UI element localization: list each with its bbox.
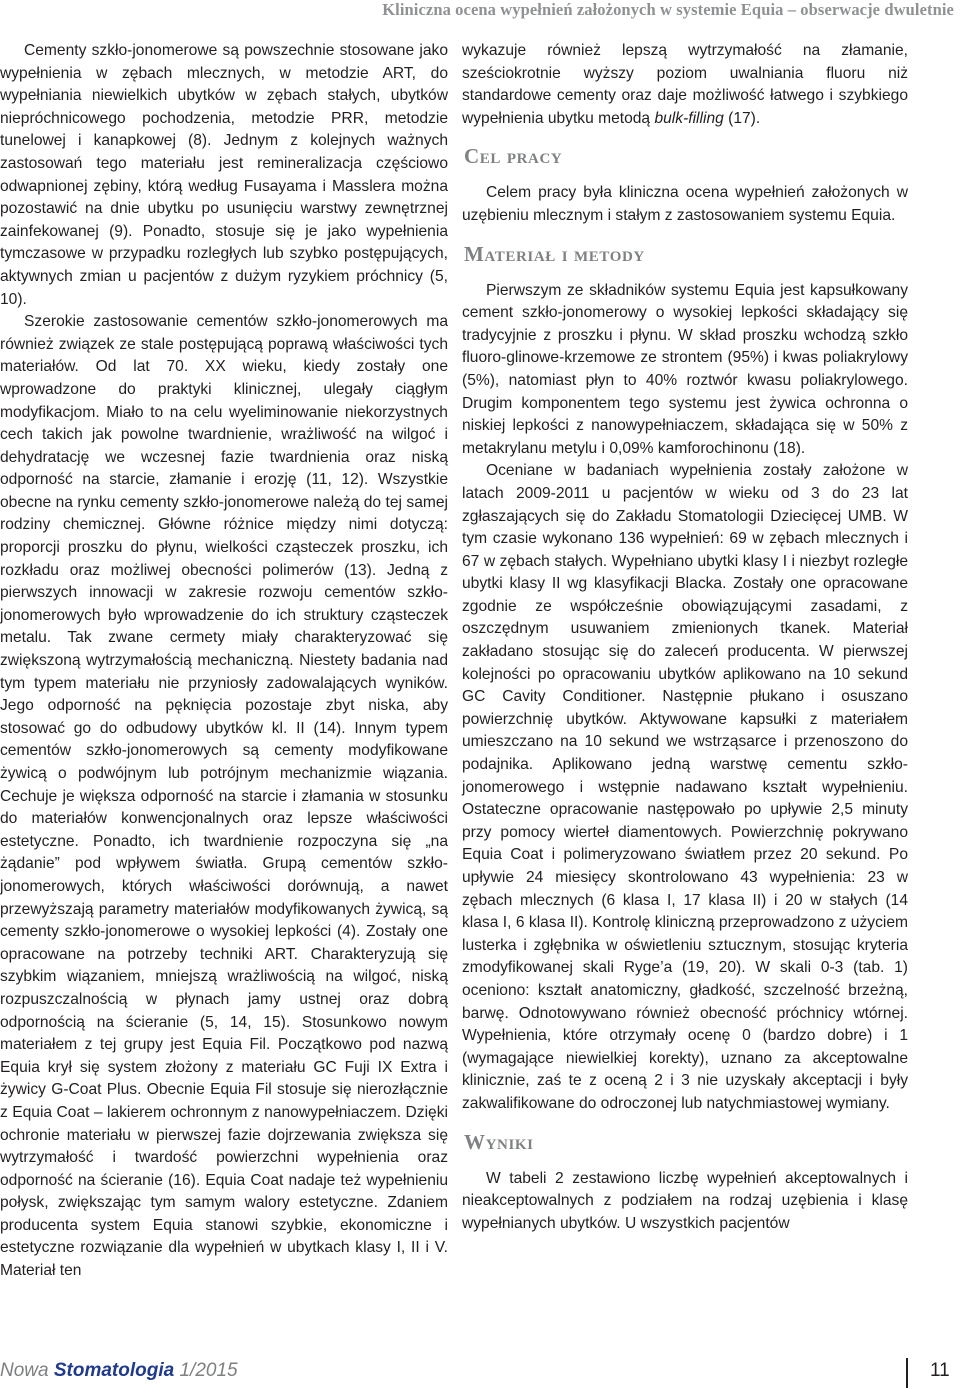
continued-text: wykazuje również lepszą wytrzymałość na złamanie, sześciokrotnie wyższy poziom uwalniania fluoru niż standardowe cementy oraz daje możliwość łatwego i szybkiego wypełnienia ubytku metodą (462, 42, 908, 127)
journal-prefix: Nowa (0, 1360, 54, 1381)
body-paragraph: Celem pracy była kliniczna ocena wypełnień założonych w uzębieniu mlecznym i stałym z zastosowaniem systemu Equia. (462, 184, 908, 224)
page-footer (0, 1358, 960, 1386)
body-paragraph: Pierwszym ze składników systemu Equia jest kapsułkowany cement szkło-jonomerowy o wysokiej lepkości składający się tradycyjnie z proszku i płynu. W skład proszku wchodzą szkło fluoro-glinowe-krzemowe ze strontem (95%) i kwas poliakrylowy (5%), natomiast płyn to 40% roztwór kwasu poliakrylowego. Drugim komponentem tego systemu jest żywica ochronna o niskiej lepkości z nanowypełniaczem, składająca się w 50% z metakrylanu metylu i 0,09% kamforochinonu (18). (462, 281, 908, 457)
body-paragraph: Oceniane w badaniach wypełnienia zostały założone w latach 2009-2011 u pacjentów w wieku od 3 do 23 lat zgłaszających się do Zakładu Stomatologii Dziecięcej UMB. W tym czasie wykonano 136 wypełnień: 69 w zębach mlecznych i 67 w zębach stałych. Wypełniano ubytki klasy I i niezbyt rozległe ubytki klasy II wg klasyfikacji Blacka. Zostały one opracowane zgodnie ze współcześnie obowiązującymi zasadami, z oszczędnym usuwaniem zmienionych tkanek. Materiał zakładano stosując się do zaleceń producenta. W pierwszej kolejności po opracowaniu ubytków aplikowano na 10 sekund GC Cavity Conditioner. Następnie płukano i osuszano powierzchnię ubytków. Aktywowane kapsułki z materiałem umieszczano na 10 sekund we wstrząsarce i przenoszono do podajnika. Aplikowano jedną warstwę cementu szkło-jonomerowego i wstępnie nadawano kształt wypełnieniu. Ostateczne opracowanie następowało po upływie 2,5 minuty przy pomocy wierteł diamentowych. Powierzchnię pokrywano Equia Coat i polimeryzowano światłem przez 20 sekund. Po upływie 24 miesięcy skontrolowano 43 wypełnienia: 23 w zębach mlecznych (6 klasa I, 17 klasa II) i 20 w stałych (14 klasa I, 6 klasa II). Kontrolę kliniczną przeprowadzono z użyciem lusterka i zgłębnika w oświetleniu sztucznym, stosując kryteria zmodyfikowanej skali Ryge’a (19, 20). W skali 0-3 (tab. 1) oceniono: kształt anatomiczny, gładkość, szczelność brzeżną, barwę. Odnotowywano również obecność próchnicy wtórnej. Wypełnienia, które otrzymały ocenę 0 (bardzo dobre) i 1 (wymagające niewielkiej korekty), uznano za akceptowalne klinicznie, zaś te z oceną 2 i 3 nie uzyskały akceptacji i były zakwalifikowane do odroczonej lub natychmiastowej wymiany. (462, 462, 908, 1112)
running-header: Kliniczna ocena wypełnień założonych w systemie Equia – obserwacje dwuletnie (382, 0, 954, 19)
body-paragraph: Szerokie zastosowanie cementów szkło-jonomerowych ma również związek ze stale postępującą poprawą właściwości tych materiałów. Od lat 70. XX wieku, kiedy zostały one wprowadzone do praktyki klinicznej, ulegały ciągłym modyfikacjom. Miało to na celu wyeliminowanie niekorzystnych cech takich jak powolne twardnienie, wrażliwość na wilgoć i dehydratację we wczesnej fazie twardnienia oraz niską odporność na starcie, złamanie i erozję (11, 12). Wszystkie obecne na rynku cementy szkło-jonomerowe należą do tej samej rodziny chemicznej. Główne różnice między nimi dotyczą: proporcji proszku do płynu, wielkości cząsteczek proszku, ich rozkładu oraz możliwej obecności polimerów (13). Jedną z pierwszych innowacji w zakresie rozwoju cementów szkło-jonomerowych było wprowadzenie do ich struktury cząsteczek metalu. Tak zwane cermety miały charakteryzować się zwiększoną wytrzymałością mechaniczną. Niestety badania nad tym typem materiału nie przyniosły zadowalających wyników. Jego odporność na pęknięcia pozostaje zbyt niska, aby stosować go do odbudowy ubytków kl. II (14). Innym typem cementów szkło-jonomerowych są cementy modyfikowane żywicą o podwójnym lub potrójnym mechanizmie wiązania. Cechuje je większa odporność na starcie i złamania w stosunku do materiałów konwencjonalnych oraz lepsze właściwości estetyczne. Ponadto, ich twardnienie rozpoczyna się „na żądanie” pod wpływem światła. Grupą cementów szkło-jonomerowych, których właściwości dorównują, a nawet przewyższają parametry materiałów modyfikowanych żywicą, są cementy szkło-jonomerowe o wysokiej lepkości (4). Zostały one opracowane na potrzeby techniki ART. Charakteryzują się szybkim wiązaniem, mniejszą wrażliwością na wilgoć, niską rozpuszczalnością w płynach jamy ustnej oraz dobrą odpornością na ścieranie (5, 14, 15). Stosunkowo nowym materiałem z tej grupy jest Equia Fil. Początkowo pod nazwą Equia krył się system złożony z materiału GC Fuji IX Extra i żywicy G-Coat Plus. Obecnie Equia Fil stosuje się nierozłącznie z Equia Coat – lakierem ochronnym z nanowypełniaczem. Dzięki ochronie materiału w pierwszej fazie dojrzewania zwiększa się wytrzymałość i twardość powierzchni wypełnienia oraz odporność na ścieranie (16). Equia Coat nadaje też wypełnieniu połysk, zwiększając tym samym walory estetyczne. Zdaniem producenta system Equia stanowi szybkie, ekonomiczne i estetyczne rozwiązanie dla wypełnień w ubytkach klasy I, II i V. Materiał ten (0, 313, 448, 1280)
journal-title (0, 1358, 238, 1384)
section-heading-aim: Cel pracy (464, 144, 563, 169)
journal-issue: 1/2015 (174, 1360, 238, 1381)
bulk-filling-term: bulk-filling (654, 109, 724, 127)
journal-name: Stomatologia (53, 1360, 175, 1381)
section-heading-results: Wyniki (464, 1129, 534, 1154)
body-paragraph: W tabeli 2 zestawiono liczbę wypełnień akceptowalnych i nieakceptowalnych z podziałem na rodzaj uzębienia i klasę wypełnianych ubytków. U wszystkich pacjentów (462, 1169, 908, 1232)
right-column (462, 40, 908, 1235)
continued-text-end: (17). (723, 109, 761, 127)
body-paragraph: Cementy szkło-jonomerowe są powszechnie stosowane jako wypełnienia w zębach mlecznych, w metodzie ART, do wypełniania niewielkich ubytków w zębach stałych, ubytków niepróchnicowego pochodzenia, metodzie PRR, metodzie tunelowej i kanapkowej (8). Jednym z kolejnych ważnych zastosowań tego materiału jest remineralizacja częściowo odwapnionej zębiny, którą według Fusayama i Masslera można pozostawić na dnie ubytku po usunięciu warstwy zewnętrznej zainfekowanej (9). Ponadto, stosuje się je jako wypełnienia tymczasowe w przypadku rozległych lub szybko postępujących, aktywnych zmian u pacjentów z dużym ryzykiem próchnicy (5, 10). (0, 42, 448, 308)
continued-paragraph (462, 40, 908, 130)
left-column (0, 40, 448, 1283)
footer-divider (906, 1358, 908, 1388)
section-heading-methods: Materiał i metody (464, 241, 645, 266)
page-number: 11 (930, 1360, 950, 1381)
